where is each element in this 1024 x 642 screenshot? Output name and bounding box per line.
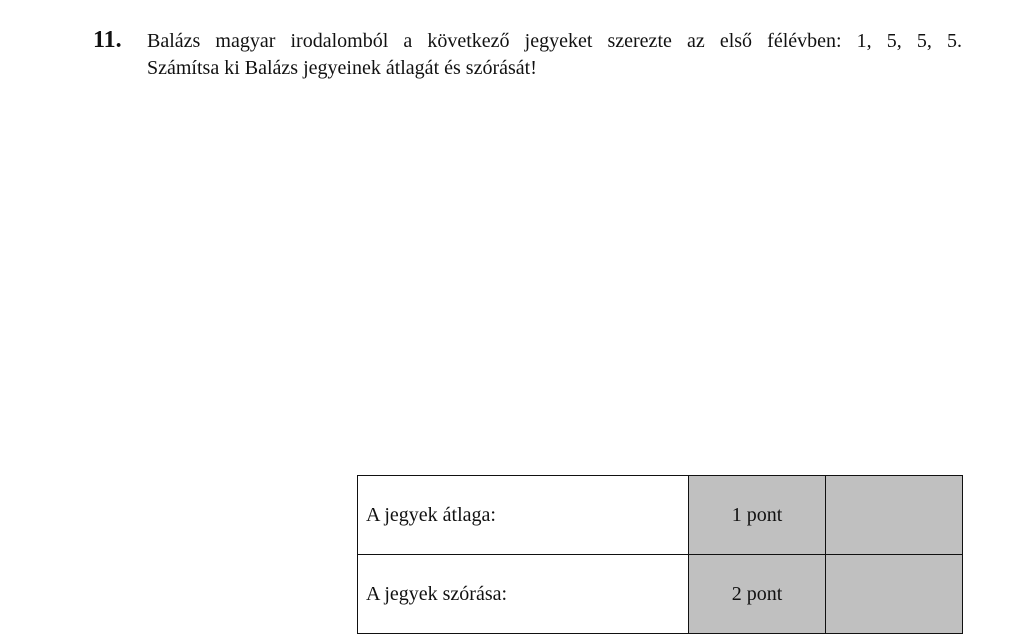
score-earned-deviation bbox=[826, 555, 963, 634]
score-row-mean bbox=[358, 476, 963, 555]
score-row-deviation bbox=[358, 555, 963, 634]
score-points-deviation: 2 pont bbox=[689, 555, 826, 634]
score-label-deviation: A jegyek szórása: bbox=[358, 555, 689, 634]
task-statement bbox=[147, 28, 962, 82]
task-statement-line-1: Balázs magyar irodalomból a következő jegyeket szerezte az első félévben: 1, 5, 5, 5. bbox=[147, 30, 962, 52]
task-number: 11. bbox=[93, 27, 122, 53]
score-points-mean: 1 pont bbox=[689, 476, 826, 555]
score-label-mean: A jegyek átlaga: bbox=[358, 476, 689, 555]
task-statement-line-2: Számítsa ki Balázs jegyeinek átlagát és szórását! bbox=[147, 57, 537, 79]
score-earned-mean bbox=[826, 476, 963, 555]
score-table bbox=[357, 475, 963, 634]
